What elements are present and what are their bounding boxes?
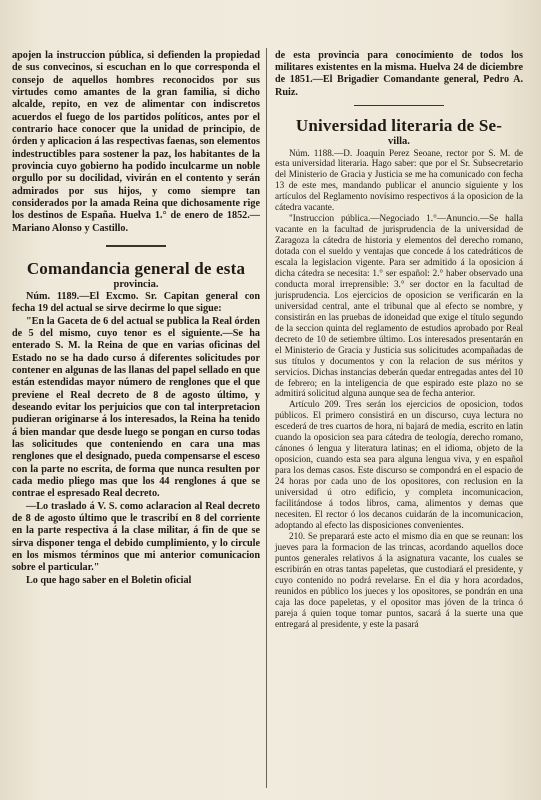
left-column	[12, 50, 260, 587]
order-text: —El Excmo. Sr. Capitan general con fecha 19 del actual se sirve decirme lo que sigue:	[12, 290, 260, 315]
right-column	[275, 50, 523, 629]
instruccion-paragraph: "Instruccion pública.—Negociado 1.°—Anuncio.—Se halla vacante en la facultad de jurisprudencia de la universidad de Zaragoza la cátedra de historia y elementos del derecho romano, dotada con el sueldo y ventajas que concede á los catedráticos de escala la legislacion vigente. Para ser admitido á la oposicion á dicha cátedra se necesita: 1.° ser español: 2.° haber observado una conducta moral irreprensible: 3.° ser doctor en la facultad de jurisprudencia. Los ejercicios de oposicion se verificarán en la universidad central, ante el tribunal que al efecto se nombre, y consistirán en las pruebas de idoneidad que exige el título segundo de la seccion quinta del reglamento de estudios aprobado por Real decreto de 10 de setiembre último. Los interesados presentarán en el Ministerio de Gracia y Justicia sus solicitudes acompañadas de sus títulos y documentos y con la relacion de sus méritos y servicios. Dichas instancias deberán quedar entregadas antes del 10 de febrero; en la inteligencia de que espirado este plazo no se admitirá solicitud alguna aunque sea de fecha anterior.	[275, 213, 523, 399]
article-209-paragraph: Artículo 209. Tres serán los ejercicios de oposicion, todos públicos. El primero consistirá en un discurso, cuya lectura no escederá de tres cuartos de hora, ni bajará de media, escrito en latin cuando la oposicion sea para cátedra de teología, derecho romano, cánones ó lengua y literatura latinas; en el idioma, objeto de la oposicion, cuando esta sea para alguna lengua viva, y en español para los demas casos. Este discurso se compondrá en el espacio de 24 horas por cada uno de los opositores, con reclusion en la universidad ú otro edificio, y completa incomunicacion, facilitándose á todos libros, cama, alimentos y demas que necesiten. El rector ó los decanos cuidarán de la incomunicacion, adoptando al efecto las disposiciones convenientes.	[275, 399, 523, 530]
intro-paragraph: apojen la instruccion pública, si defienden la propiedad de sus convecinos, si escuchan en lo que corresponda el consejo de aquellos hombres reconocidos por sus virtudes como amantes de la gran familia, si dicho alcalde, repito, en vez de alimentar con indiscretos acuerdos el fuego de los partidos políticos, antes por el contrario hace conocer que la unidad de principio, de órden y aplicacion á las respectivas faenas, son elementos indestructibles para sostener la paz, los habitantes de la provincia cuyo gobierno ha podido inculcarme un noble orgullo por su docilidad, vivirán en el contento y serán admirados por sus hijos, y como siempre tan considerados por la amada Reina que dichosamente rige los destinos de España. Huelva 1.° de enero de 1852.—Mariano Alonso y Castillo.	[12, 50, 260, 234]
section-separator	[106, 245, 166, 247]
top-paragraph: de esta provincia para conocimiento de todos los militares existentes en la misma. Huelva 24 de diciembre de 1851.—El Brigadier Comandante general, Pedro A. Ruiz.	[275, 50, 523, 98]
order-number-1188: Núm. 1188.	[289, 147, 335, 158]
section-title-comandancia: Comandancia general de esta	[26, 259, 246, 279]
section-subtitle-comandancia: provincia.	[113, 279, 159, 291]
section-subtitle-universidad: villa.	[388, 135, 410, 147]
order-number: Núm. 1189.	[26, 290, 80, 302]
column-divider	[266, 48, 267, 788]
quote-paragraph: "En la Gaceta de 6 del actual se publica la Real órden de 5 del mismo, cuyo tenor es el siguiente.—Se ha enterado S. M. la Reina de que en varias oficinas del Estado no se ha dado curso á diferentes solicitudes por contener en algunas de las llanas del papel sellado en que están estendidas mayor número de renglones que el que previene el Real decreto de 8 de agosto último, y deseando evitar los perjuicios que con tal interpretacion pudieran originarse á los interesados, la Reina ha tenido á bien mandar que desde luego se pongan en curso todas las solicitudes que conteniendo en cara una mas renglones que el designado, pueda compensarse el esceso con la parte no escrita, de forma que nunca resulten por cada medio pliego mas que los 44 renglones á que se contrae el espresado Real decreto.	[12, 315, 260, 500]
section-separator-right	[354, 105, 444, 106]
section-title-universidad: Universidad literaria de Se-	[295, 115, 503, 135]
closing-paragraph: Lo que hago saber en el Boletin oficial	[26, 574, 192, 586]
order-1189-paragraph	[12, 291, 260, 316]
order-1188-paragraph	[275, 148, 523, 214]
traslado-paragraph: —Lo traslado á V. S. como aclaracion al Real decreto de 8 de agosto último que le trascribí en 8 del corriente en la parte respectiva á la clase militar, á fin de que se sirva disponer tenga el debido cumplimiento, y lo circule en los mismos términos que mi anterior comunicacion sobre el particular."	[12, 500, 260, 574]
order-text-1188: —D. Joaquin Perez Seoane, rector por S. M. de esta universidad literaria. Hago saber: que por el Sr. Subsecretario del Ministerio de Gracia y Justicia se me ha comunicado con fecha 13 de este mes, mandando publicar el anuncio siguiente y los artículos del Reglamento novísimo respectivos á la oposicion de la cátedra vacante.	[275, 147, 523, 213]
article-210-paragraph: 210. Se preparará este acto el mismo dia en que se reunan: los jueves para la formacion de las trincas, acordando aquellos doce puntos generales relativos á la asignatura vacante, los cuales se escribirán en otras tantas papeletas, que custodiará el presidente, y cuyo contenido no podrá revelarse. En el dia y hora acordados, reunidos en público los jueces y los opositores, se pondrán en una caja las doce papeletas, y el opositor mas jóven de la trinca ó pareja á quien toque tomar puntos, sacará á la suerte una que entregará al presidente, y este la pasará	[275, 530, 523, 629]
